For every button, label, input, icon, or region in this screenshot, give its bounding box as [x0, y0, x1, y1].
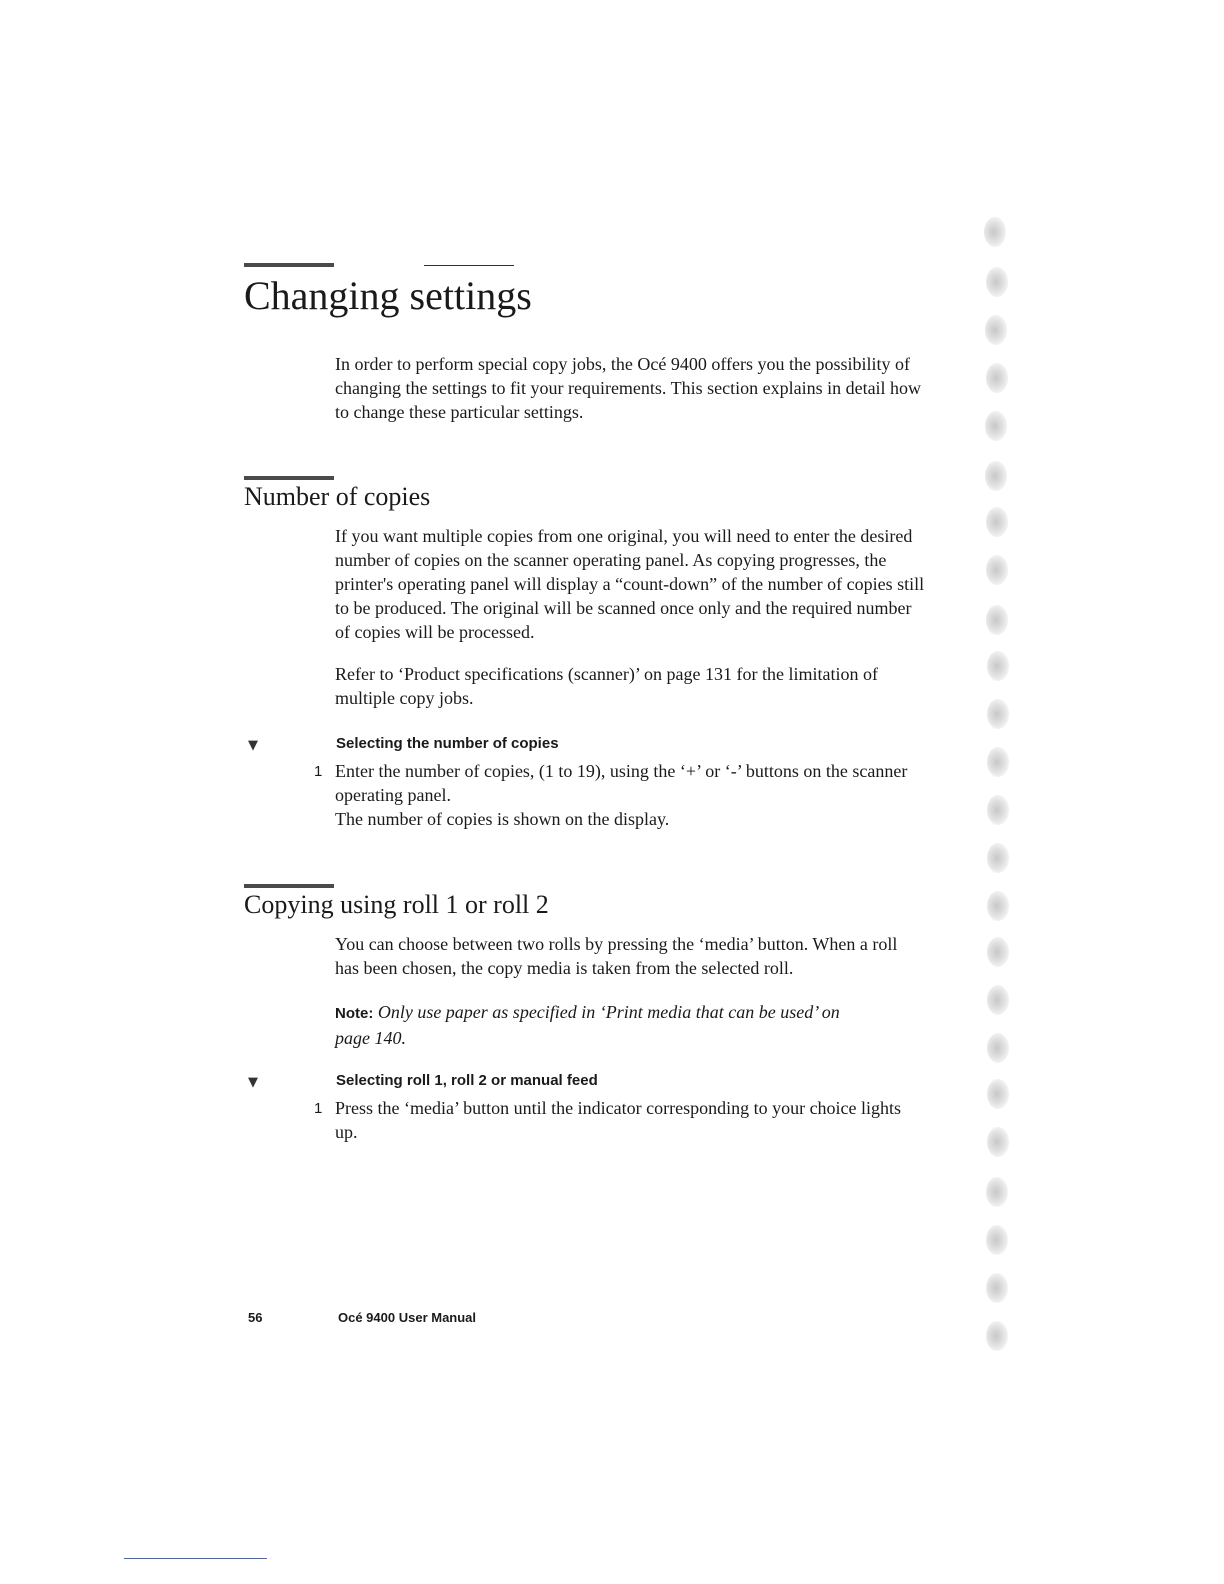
binding-hole-icon — [986, 507, 1008, 537]
procedure-title: Selecting roll 1, roll 2 or manual feed — [336, 1072, 598, 1089]
binding-hole-icon — [986, 363, 1008, 393]
binding-hole-icon — [987, 651, 1009, 681]
binding-hole-icon — [987, 1033, 1009, 1063]
note-label: Note: — [335, 1005, 374, 1022]
title-rule-right — [424, 265, 514, 266]
step-number: 1 — [314, 763, 323, 780]
section-rule-number-of-copies — [244, 476, 334, 480]
binding-hole-icon — [986, 1273, 1008, 1303]
binding-hole-icon — [987, 795, 1009, 825]
binding-hole-icon — [985, 315, 1007, 345]
section-heading-number-of-copies: Number of copies — [244, 482, 431, 511]
binding-hole-icon — [987, 985, 1009, 1015]
step-number: 1 — [314, 1100, 323, 1117]
binding-hole-icon — [984, 217, 1006, 247]
binding-hole-icon — [986, 555, 1008, 585]
binding-holes — [978, 215, 1014, 1355]
procedure-title: Selecting the number of copies — [336, 735, 559, 752]
section-paragraph: You can choose between two rolls by pressing the ‘media’ button. When a roll has been chosen, the copy media is taken from the selected roll. — [335, 934, 898, 978]
page-number: 56 — [248, 1310, 263, 1325]
binding-hole-icon — [987, 699, 1009, 729]
binding-hole-icon — [987, 747, 1009, 777]
binding-hole-icon — [986, 1225, 1008, 1255]
binding-hole-icon — [987, 1079, 1009, 1109]
binding-hole-icon — [987, 937, 1009, 967]
section-rule-copying-rolls — [244, 884, 334, 888]
step-text: Enter the number of copies, (1 to 19), using the ‘+’ or ‘-’ buttons on the scanner operating panel. — [335, 761, 908, 805]
section-heading-copying-rolls: Copying using roll 1 or roll 2 — [244, 890, 549, 919]
manual-title: Océ 9400 User Manual — [338, 1310, 477, 1325]
binding-hole-icon — [985, 461, 1007, 491]
procedure-marker-icon: ▼ — [248, 738, 258, 753]
binding-hole-icon — [987, 843, 1009, 873]
section-paragraph: If you want multiple copies from one original, you will need to enter the desired number of copies on the scanner operating panel. As copying progresses, the printer's operating panel will display a “count-down” of the number of copies still to be produced. The original will be scanned once only and the required number of copies will be processed. — [335, 526, 925, 642]
step-text: Press the ‘media’ button until the indicator corresponding to your choice lights up. — [335, 1098, 902, 1142]
page-title: Changing settings — [244, 273, 532, 318]
step-result: The number of copies is shown on the display. — [335, 809, 670, 829]
binding-hole-icon — [986, 267, 1008, 297]
bottom-edge-line — [124, 1558, 267, 1559]
procedure-marker-icon: ▼ — [248, 1075, 258, 1090]
note-text: Only use paper as specified in ‘Print media that can be used’ on page 140. — [335, 1002, 840, 1048]
section-paragraph: Refer to ‘Product specifications (scanner)’ on page 131 for the limitation of multiple copy jobs. — [335, 664, 878, 708]
binding-hole-icon — [986, 1321, 1008, 1351]
binding-hole-icon — [987, 891, 1009, 921]
binding-hole-icon — [985, 411, 1007, 441]
binding-hole-icon — [986, 1177, 1008, 1207]
binding-hole-icon — [987, 1127, 1009, 1157]
title-rule-left — [244, 263, 334, 267]
note-block — [335, 1000, 875, 1050]
intro-paragraph: In order to perform special copy jobs, the Océ 9400 offers you the possibility of changing the settings to fit your requirements. This section explains in detail how to change these particular settings. — [335, 354, 922, 422]
binding-hole-icon — [986, 605, 1008, 635]
